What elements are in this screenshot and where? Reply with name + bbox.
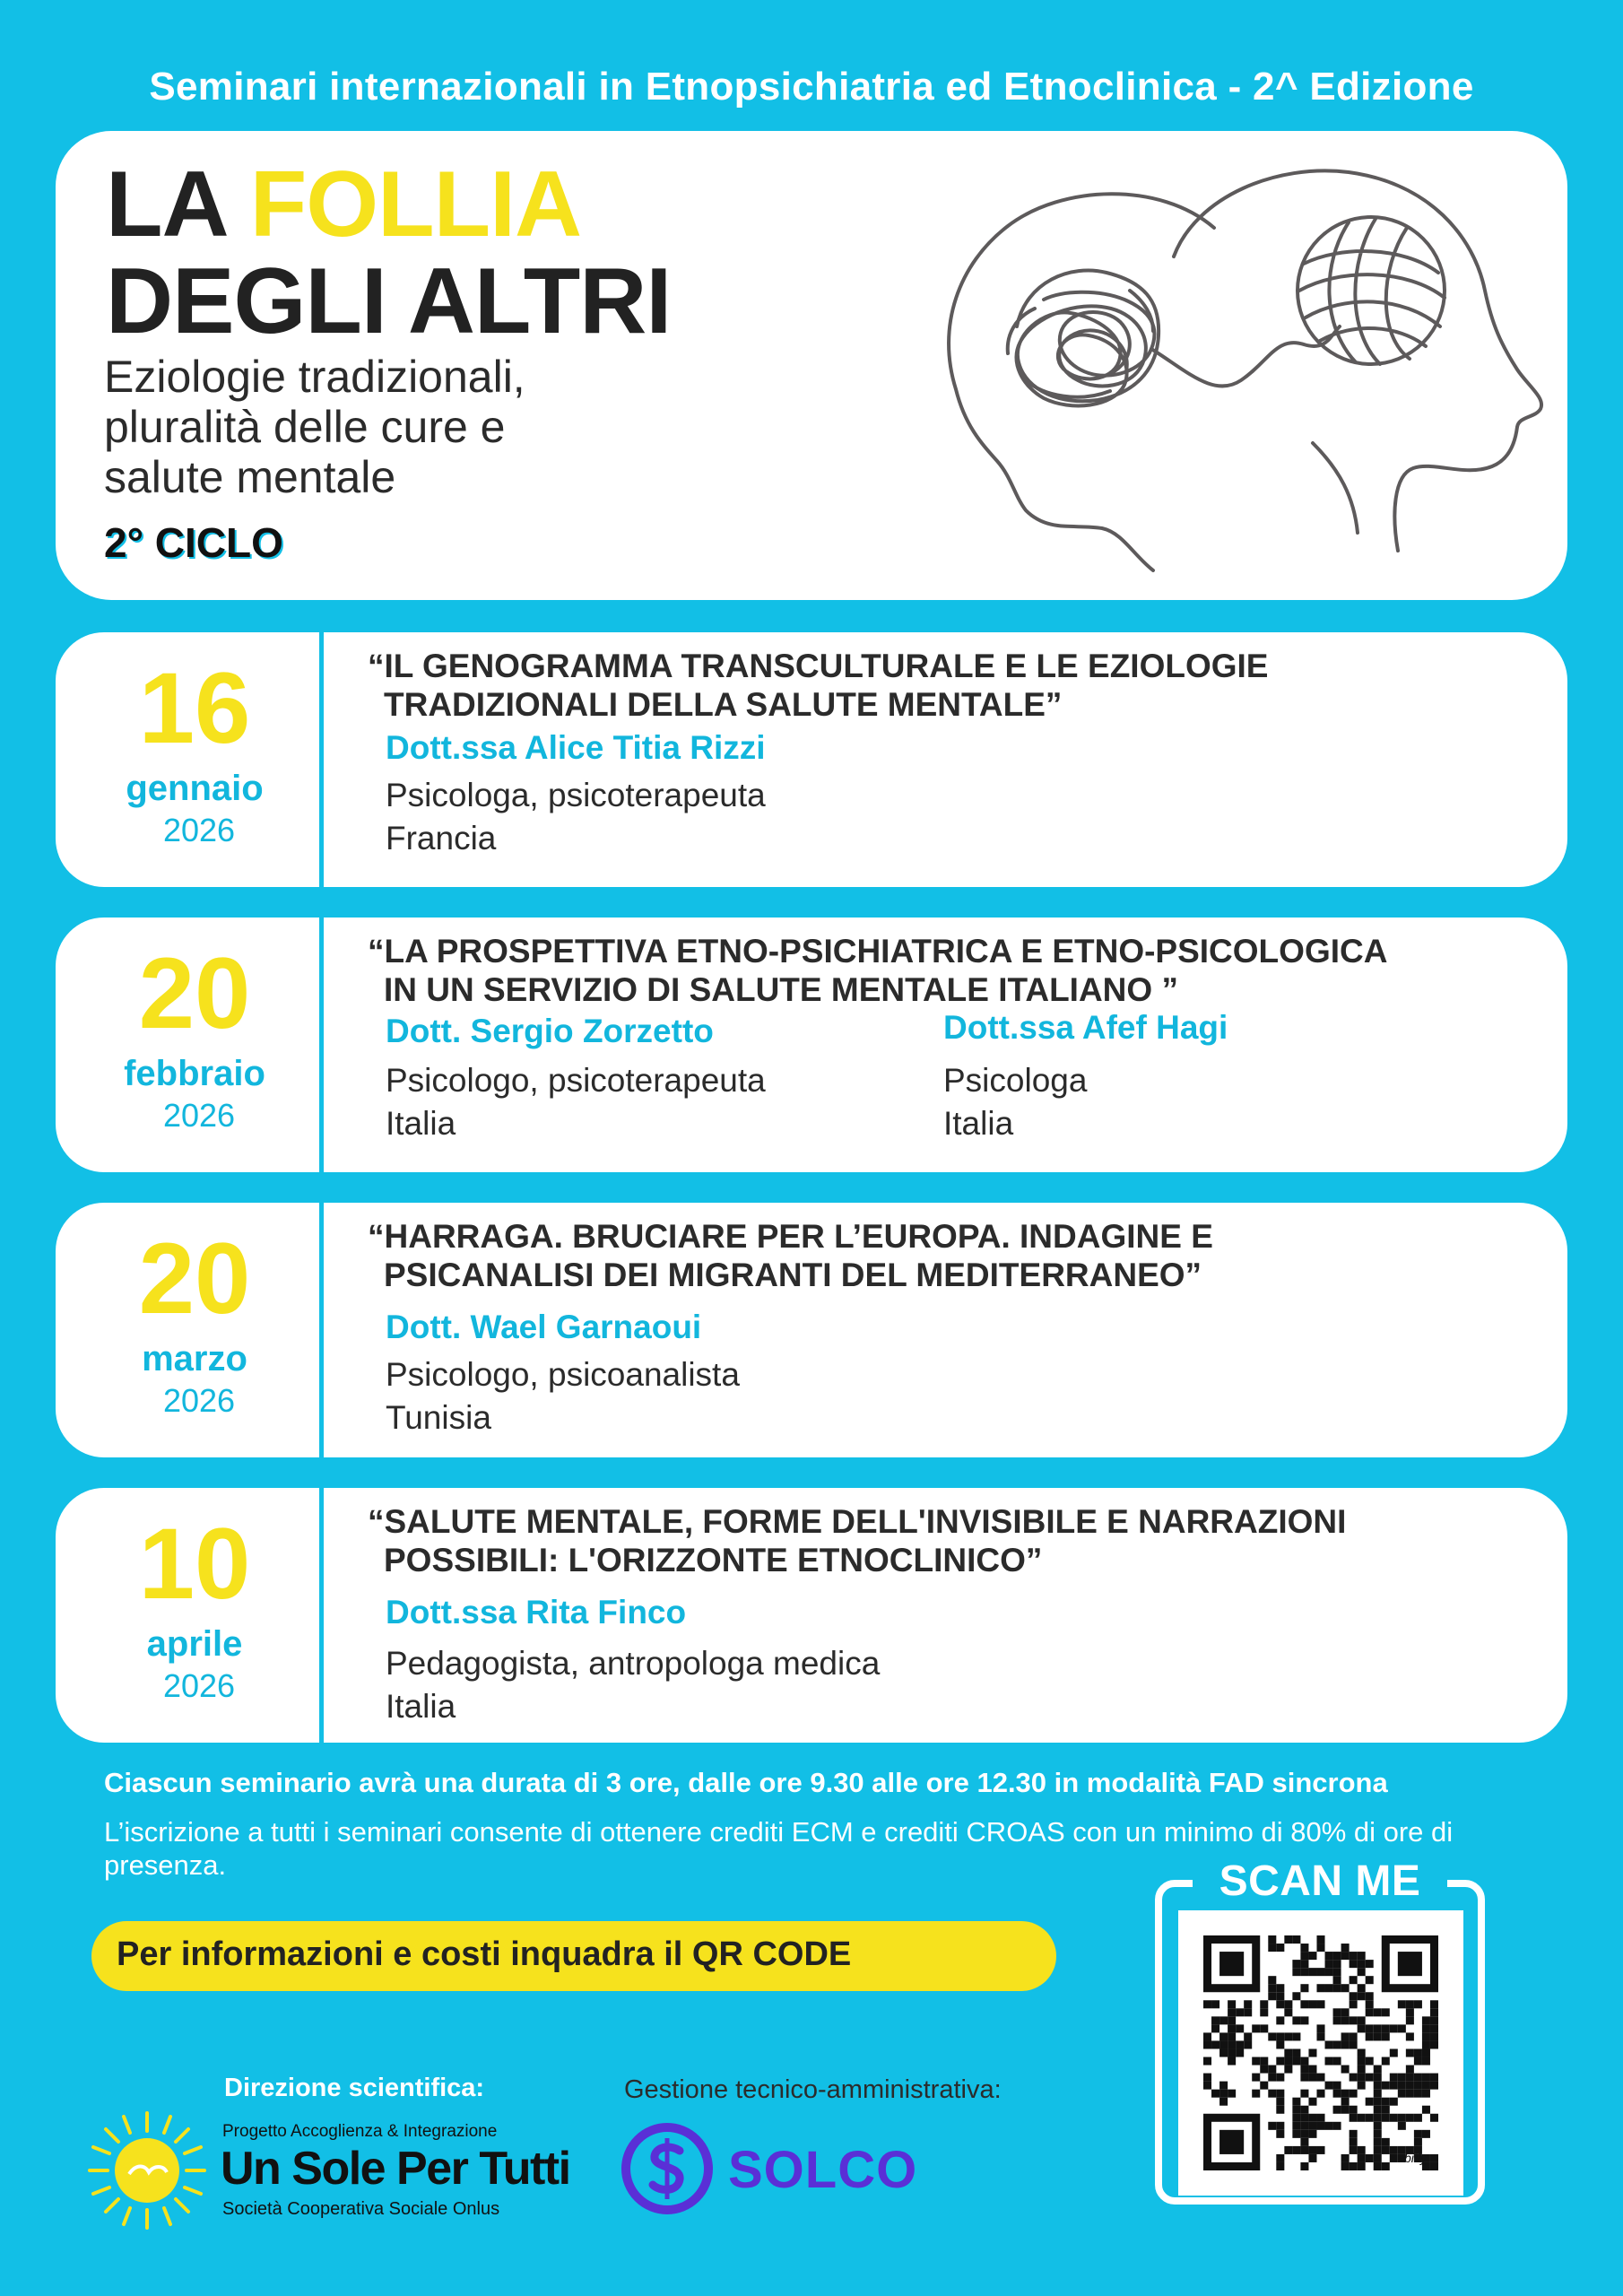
seminar-title-line: POSSIBILI: L'ORIZZONTE ETNOCLINICO” [384, 1542, 1043, 1578]
speaker-info [943, 1059, 1087, 1145]
seminar-year: 2026 [162, 812, 236, 848]
hero-subtitle-line: salute mentale [104, 452, 396, 502]
seminar-month: marzo [142, 1339, 247, 1378]
seminar-title-line: “HARRAGA. BRUCIARE PER L’EUROPA. INDAGINE E [368, 1218, 1213, 1255]
sun-logo-icon [86, 2109, 208, 2231]
speaker-name: Dott.ssa Rita Finco [386, 1594, 687, 1631]
seminar-title-line: “IL GENOGRAMMA TRANSCULTURALE E LE EZIOLOGIE [368, 648, 1269, 684]
seminar-year: 2026 [162, 1097, 236, 1134]
speaker-role: Psicologo, psicoanalista [386, 1356, 740, 1393]
cycle-label: 2° CICLO [104, 519, 283, 566]
speaker-country: Italia [943, 1105, 1014, 1142]
solco-name: SOLCO [728, 2141, 918, 2199]
speaker-role: Pedagogista, antropologa medica [386, 1645, 881, 1682]
seminar-card [56, 1488, 1567, 1743]
speaker-country: Francia [386, 820, 497, 857]
speaker-role: Psicologo, psicoterapeuta [386, 1062, 766, 1099]
hero-subtitle-line: Eziologie tradizionali, [104, 352, 525, 402]
speaker-name: Dott.ssa Alice Titia Rizzi [386, 729, 766, 766]
seminar-day: 20 [138, 1222, 251, 1335]
series-title: Seminari internazionali in Etnopsichiatria ed Etnoclinica - 2^ Edizione [149, 65, 1474, 109]
speaker-country: Italia [386, 1688, 456, 1725]
sole-project-line: Progetto Accoglienza & Integrazione [222, 2122, 498, 2141]
speaker-info [386, 1353, 740, 1439]
seminar-card [56, 918, 1567, 1172]
seminar-title-line: “SALUTE MENTALE, FORME DELL'INVISIBILE E NARRAZIONI [368, 1503, 1347, 1540]
seminar-title-line: TRADIZIONALI DELLA SALUTE MENTALE” [384, 686, 1063, 723]
hero-subtitle [104, 352, 678, 502]
seminar-card [56, 1203, 1567, 1457]
seminar-title [368, 1217, 1533, 1294]
scientific-direction-label: Direzione scientifica: [224, 2074, 485, 2102]
seminar-year: 2026 [162, 1382, 236, 1419]
scan-me-label: SCAN ME [1193, 1857, 1447, 1906]
seminar-month: gennaio [126, 769, 264, 808]
speaker-info [386, 1642, 880, 1728]
sole-subtitle: Società Cooperativa Sociale Onlus [222, 2199, 500, 2219]
two-heads-illustration [918, 156, 1589, 578]
credits-note: L’iscrizione a tutti i seminari consente di ottenere crediti ECM e crediti CROAS con un minimo di 80% di ore di presenza. [104, 1816, 1454, 1881]
speaker-info [386, 1059, 766, 1145]
management-label: Gestione tecnico-amministrativa: [624, 2075, 1002, 2104]
speaker-country: Tunisia [386, 1399, 491, 1436]
seminar-month: febbraio [124, 1054, 265, 1093]
seminar-day: 20 [138, 937, 251, 1049]
hero-title-word1: LA [106, 152, 225, 257]
hero-panel [56, 131, 1567, 600]
speaker-name: Dott. Wael Garnaoui [386, 1309, 702, 1345]
seminar-title [368, 1502, 1533, 1579]
seminar-title-line: “LA PROSPETTIVA ETNO-PSICHIATRICA E ETNO-PSICOLOGICA [368, 933, 1388, 970]
qr-code-pattern-icon [1203, 1935, 1438, 2170]
speaker-info [386, 774, 766, 860]
speaker-country: Italia [386, 1105, 456, 1142]
speaker-role: Psicologa, psicoterapeuta [386, 777, 766, 813]
seminar-day: 16 [138, 652, 251, 764]
sole-name: Un Sole Per Tutti [221, 2143, 570, 2195]
seminar-card [56, 632, 1567, 887]
seminar-month: aprile [146, 1624, 243, 1664]
duration-note: Ciascun seminario avrà una durata di 3 ore, dalle ore 9.30 alle ore 12.30 in modalità FAD sincrona [104, 1767, 1388, 1798]
seminar-title [368, 932, 1533, 1009]
hero-title-word2: FOLLIA [249, 152, 582, 257]
qr-brand: bitly [1404, 2151, 1427, 2165]
hero-subtitle-line: pluralità delle cure e [104, 402, 506, 452]
seminar-day: 10 [138, 1508, 251, 1620]
seminar-title [368, 647, 1533, 724]
seminar-title-line: IN UN SERVIZIO DI SALUTE MENTALE ITALIANO ” [384, 971, 1178, 1008]
hero-title [106, 152, 672, 353]
solco-logo-icon [621, 2122, 714, 2215]
qr-info-text: Per informazioni e costi inquadra il QR CODE [117, 1935, 852, 1973]
qr-info-banner [91, 1921, 1056, 1991]
seminar-title-line: PSICANALISI DEI MIGRANTI DEL MEDITERRANEO” [384, 1257, 1202, 1293]
speaker-name: Dott. Sergio Zorzetto [386, 1013, 714, 1049]
speaker-role: Psicologa [943, 1062, 1088, 1099]
speaker-name: Dott.ssa Afef Hagi [943, 1009, 1228, 1046]
hero-title-line2: DEGLI ALTRI [106, 249, 672, 353]
seminar-year: 2026 [162, 1667, 236, 1704]
